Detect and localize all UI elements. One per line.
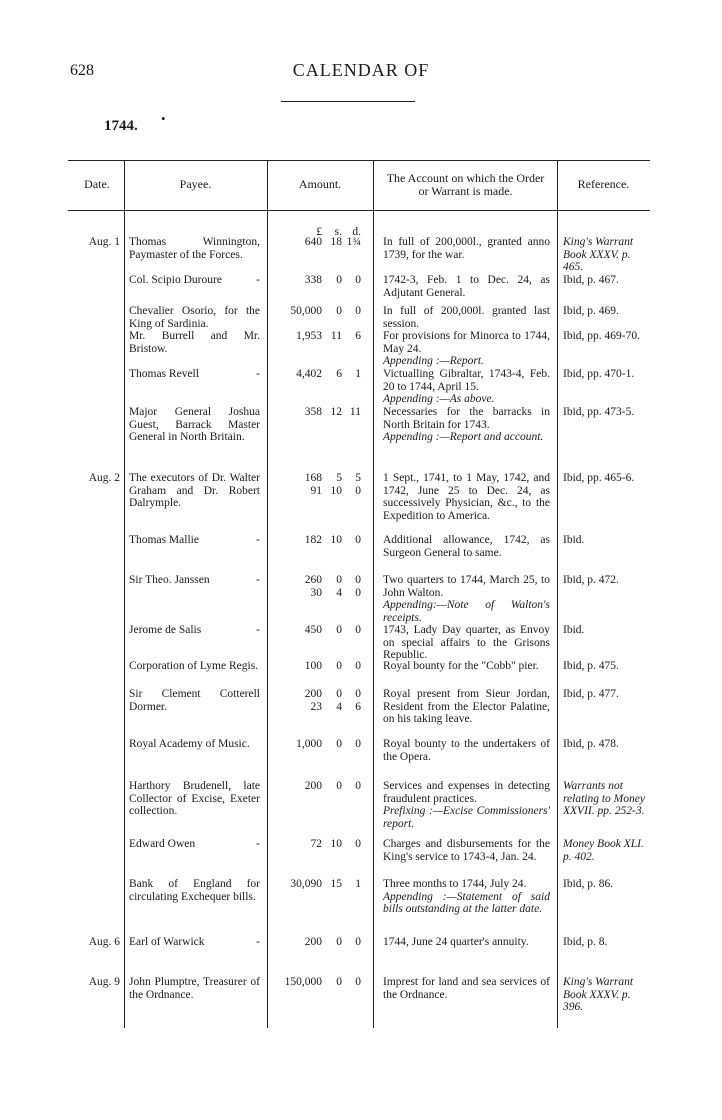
row-reference: Ibid, p. 469.	[563, 305, 619, 317]
page-mark: •	[161, 111, 166, 126]
amount-pence: 0	[355, 574, 361, 586]
account-text: 1744, June 24 quarter's annuity.	[383, 936, 529, 948]
amount-pounds: 30,090	[290, 878, 322, 890]
account-text: Three months to 1744, July 24.	[383, 878, 527, 890]
amount-pence: 0	[355, 624, 361, 636]
amount-shillings: 0	[336, 274, 342, 286]
amount-pounds: 1,000	[296, 738, 322, 750]
account-note: Appending :—Report and account.	[383, 431, 544, 444]
row-reference: Ibid, pp. 465-6.	[563, 472, 635, 484]
amount-pounds: 200	[304, 936, 322, 948]
row-amount	[280, 936, 364, 949]
row-amount	[280, 688, 364, 713]
header-account: The Account on which the Order or Warrant is made.	[386, 171, 545, 198]
payee-leader-dash: -	[256, 574, 260, 586]
row-account	[383, 534, 550, 559]
amount-shillings: 6	[336, 368, 342, 380]
row-payee	[129, 660, 260, 673]
amount-shillings: 0	[336, 305, 342, 317]
row-reference: Ibid.	[563, 534, 585, 546]
payee-leader-dash: -	[256, 838, 260, 850]
payee-name: Chevalier Osorio, for the King of Sardinia.	[129, 305, 260, 330]
row-date: Aug. 1	[88, 236, 120, 248]
unit-pence: d.	[352, 226, 361, 238]
column-divider	[373, 160, 374, 1028]
table-top-rule	[68, 160, 650, 161]
row-reference: Ibid, p. 8.	[563, 936, 608, 948]
row-amount	[280, 534, 364, 547]
payee-leader-dash: -	[256, 936, 260, 948]
payee-name: Jerome de Salis	[129, 624, 202, 636]
row-account	[383, 878, 550, 916]
row-amount	[280, 305, 364, 318]
row-payee	[129, 936, 260, 949]
header-amount: Amount.	[298, 177, 342, 191]
account-text: In full of 200,000l., granted anno 1739, for the war.	[383, 236, 550, 261]
row-reference: Ibid, pp. 469-70.	[563, 330, 640, 342]
row-reference: Ibid, pp. 470-1.	[563, 368, 635, 380]
payee-name: Corporation of Lyme Regis.	[129, 660, 259, 672]
row-amount	[280, 406, 364, 419]
row-account	[383, 368, 550, 406]
row-account	[383, 738, 550, 763]
row-payee	[129, 780, 260, 818]
account-text: In full of 200,000l. granted last session.	[383, 305, 550, 330]
amount-shillings: 10	[330, 534, 342, 546]
account-note: Appending :—Report.	[383, 355, 484, 368]
payee-name: Thomas Revell	[129, 368, 199, 380]
amount-pounds: 50,000	[290, 305, 322, 317]
amount-pence: 6	[355, 700, 361, 713]
account-note: Appending :—Statement of said bills outstanding at the latter date.	[383, 890, 550, 916]
amount-pounds: 23	[310, 700, 322, 713]
row-reference: King's Warrant Book XXXV. p. 396.	[563, 976, 634, 1014]
account-text: Services and expenses in detecting fraudulent practices.	[383, 780, 550, 805]
row-reference: Ibid, p. 467.	[563, 274, 619, 286]
row-amount	[280, 878, 364, 891]
amount-pounds: 150,000	[284, 976, 322, 988]
row-account	[383, 574, 550, 624]
row-payee	[129, 838, 260, 851]
amount-shillings: 12	[330, 406, 342, 418]
row-reference: Money Book XLI. p. 402.	[563, 838, 644, 863]
amount-pence: 6	[355, 330, 361, 342]
amount-pence: 0	[355, 838, 361, 850]
row-amount	[280, 624, 364, 637]
payee-name: Edward Owen	[129, 838, 196, 850]
amount-pounds: 168	[304, 472, 322, 484]
row-payee	[129, 274, 260, 287]
row-date: Aug. 9	[88, 976, 120, 988]
account-text: Royal bounty for the "Cobb" pier.	[383, 660, 539, 672]
payee-leader-dash: -	[256, 624, 260, 636]
row-payee	[129, 472, 260, 510]
row-amount	[280, 660, 364, 673]
amount-shillings: 0	[336, 738, 342, 750]
row-date: Aug. 6	[88, 936, 120, 948]
amount-pounds: 338	[304, 274, 322, 286]
amount-pence: 5	[355, 472, 361, 484]
account-text: Imprest for land and sea services of the Ordnance.	[383, 976, 550, 1001]
amount-pounds: 358	[304, 406, 322, 418]
row-amount	[280, 236, 364, 249]
amount-pence: 0	[355, 484, 361, 497]
payee-name: Royal Academy of Music.	[129, 738, 250, 750]
payee-name: Harthory Brudenell, late Collector of Excise, Exeter collection.	[129, 780, 260, 818]
unit-pounds: £	[316, 226, 322, 238]
account-note: Appending :—As above.	[383, 393, 495, 406]
amount-shillings: 5	[336, 472, 342, 484]
row-reference: Warrants not relating to Money XXVII. pp. 252-3.	[563, 780, 645, 818]
row-payee	[129, 878, 260, 903]
amount-pence: 0	[355, 586, 361, 599]
amount-pounds: 72	[310, 838, 322, 850]
payee-name: Mr. Burrell and Mr. Bristow.	[129, 330, 260, 355]
amount-pounds: 450	[304, 624, 322, 636]
row-account	[383, 976, 550, 1001]
amount-pounds: 260	[304, 574, 322, 586]
row-reference: Ibid, p. 472.	[563, 574, 619, 586]
amount-shillings: 0	[336, 936, 342, 948]
amount-shillings: 10	[330, 484, 342, 497]
unit-shillings: s.	[334, 226, 342, 238]
account-text: Additional allowance, 1742, as Surgeon General to same.	[383, 534, 550, 559]
row-account	[383, 838, 550, 863]
column-divider	[557, 160, 558, 1028]
row-account	[383, 688, 550, 726]
payee-name: Major General Joshua Guest, Barrack Master General in North Britain.	[129, 406, 260, 444]
row-payee	[129, 574, 260, 587]
header-reference: Reference.	[577, 177, 630, 191]
payee-name: Bank of England for circulating Exchequer bills.	[129, 878, 260, 903]
row-account	[383, 660, 550, 673]
row-payee	[129, 330, 260, 355]
payee-leader-dash: -	[256, 534, 260, 546]
account-text: Royal bounty to the undertakers of the Opera.	[383, 738, 550, 763]
amount-pence: 1	[355, 878, 361, 890]
row-amount	[280, 976, 364, 989]
amount-pounds: 200	[304, 780, 322, 792]
payee-name: The executors of Dr. Walter Graham and Dr. Robert Dalrymple.	[129, 472, 260, 510]
row-payee	[129, 738, 260, 751]
row-payee	[129, 236, 260, 261]
amount-pence: 0	[355, 780, 361, 792]
amount-pounds: 640	[304, 236, 322, 248]
amount-pence: 0	[355, 305, 361, 317]
row-reference: Ibid.	[563, 624, 585, 636]
payee-name: John Plumptre, Treasurer of the Ordnance.	[129, 976, 260, 1001]
row-account	[383, 780, 550, 830]
amount-pounds: 1,953	[296, 330, 322, 342]
row-amount	[280, 330, 364, 343]
row-amount	[280, 780, 364, 793]
amount-pounds: 4,402	[296, 368, 322, 380]
account-text: Two quarters to 1744, March 25, to John Walton.	[383, 574, 550, 599]
row-reference: Ibid, p. 475.	[563, 660, 619, 672]
row-account	[383, 305, 550, 330]
account-text: Charges and disbursements for the King's service to 1743-4, Jan. 24.	[383, 838, 550, 863]
header-date: Date.	[84, 177, 110, 191]
row-account	[383, 274, 550, 299]
account-text: For provisions for Minorca to 1744, May 24.	[383, 330, 550, 355]
amount-pence: 0	[355, 274, 361, 286]
amount-shillings: 0	[336, 976, 342, 988]
row-account	[383, 936, 550, 949]
account-note: Prefixing :—Excise Commissioners' report.	[383, 805, 550, 830]
amount-pence: 11	[349, 406, 361, 418]
row-reference: King's Warrant Book XXXV. p. 465.	[563, 236, 634, 274]
payee-name: Earl of Warwick	[129, 936, 205, 948]
amount-shillings: 0	[336, 688, 342, 700]
payee-name: Sir Theo. Janssen	[129, 574, 210, 586]
title-rule	[281, 101, 415, 102]
account-text: Royal present from Sieur Jordan, Resident from the Elector Palatine, on his taking leave.	[383, 688, 550, 726]
amount-pounds: 200	[304, 688, 322, 700]
row-amount	[280, 274, 364, 287]
amount-shillings: 0	[336, 624, 342, 636]
account-text: 1 Sept., 1741, to 1 May, 1742, and 1742, June 25 to Dec. 24, as successively Physician, &c., to the Expedition to America.	[383, 472, 550, 522]
amount-shillings: 15	[330, 878, 342, 890]
row-amount	[280, 838, 364, 851]
column-divider	[267, 160, 268, 1028]
page-title: CALENDAR OF	[292, 60, 430, 80]
row-reference: Ibid, pp. 473-5.	[563, 406, 635, 418]
row-payee	[129, 406, 260, 444]
row-account	[383, 236, 550, 261]
row-payee	[129, 534, 260, 547]
row-amount	[280, 472, 364, 497]
page-number: 628	[70, 62, 94, 79]
row-amount	[280, 368, 364, 381]
row-date: Aug. 2	[88, 472, 120, 484]
row-reference: Ibid, p. 477.	[563, 688, 619, 700]
header-payee: Payee.	[179, 177, 212, 191]
row-payee	[129, 688, 260, 713]
amount-pounds: 91	[310, 484, 322, 497]
row-payee	[129, 976, 260, 1001]
payee-name: Thomas Mallie	[129, 534, 199, 546]
row-account	[383, 406, 550, 444]
amount-shillings: 11	[330, 330, 342, 342]
amount-pence: 0	[355, 688, 361, 700]
row-payee	[129, 368, 260, 381]
account-text: Necessaries for the barracks in North Britain for 1743.	[383, 406, 550, 431]
column-divider	[124, 160, 125, 1028]
amount-pence: 0	[355, 660, 361, 672]
amount-shillings: 4	[336, 586, 342, 599]
amount-shillings: 4	[336, 700, 342, 713]
amount-pounds: 30	[310, 586, 322, 599]
account-note: Appending:—Note of Walton's receipts.	[383, 599, 550, 624]
amount-shillings: 0	[336, 660, 342, 672]
payee-name: Col. Scipio Duroure	[129, 274, 222, 286]
row-amount	[280, 738, 364, 751]
amount-shillings: 18	[330, 236, 342, 248]
row-reference: Ibid, p. 86.	[563, 878, 614, 890]
amount-pounds: 100	[304, 660, 322, 672]
amount-pence: 1	[355, 368, 361, 380]
amount-shillings: 10	[330, 838, 342, 850]
row-amount	[280, 574, 364, 599]
row-payee	[129, 305, 260, 330]
amount-pence: 0	[355, 534, 361, 546]
row-payee	[129, 624, 260, 637]
amount-pence: 1¾	[346, 236, 361, 248]
amount-pence: 0	[355, 738, 361, 750]
row-account	[383, 472, 550, 522]
payee-name: Thomas Winnington, Paymaster of the Forces.	[129, 236, 260, 261]
payee-leader-dash: -	[256, 274, 260, 286]
payee-name: Sir Clement Cotterell Dormer.	[129, 688, 260, 713]
year-heading: 1744.	[104, 118, 138, 134]
amount-shillings: 0	[336, 780, 342, 792]
row-account	[383, 624, 550, 662]
amount-pounds: 182	[304, 534, 322, 546]
amount-shillings: 0	[336, 574, 342, 586]
amount-pence: 0	[355, 936, 361, 948]
account-text: 1743, Lady Day quarter, as Envoy on special affairs to the Grisons Republic.	[383, 624, 550, 662]
row-reference: Ibid, p. 478.	[563, 738, 619, 750]
amount-pence: 0	[355, 976, 361, 988]
row-account	[383, 330, 550, 368]
table-header-rule	[68, 210, 650, 211]
account-text: Victualling Gibraltar, 1743-4, Feb. 20 to 1744, April 15.	[383, 368, 550, 393]
account-text: 1742-3, Feb. 1 to Dec. 24, as Adjutant General.	[383, 274, 550, 299]
payee-leader-dash: -	[256, 368, 260, 380]
